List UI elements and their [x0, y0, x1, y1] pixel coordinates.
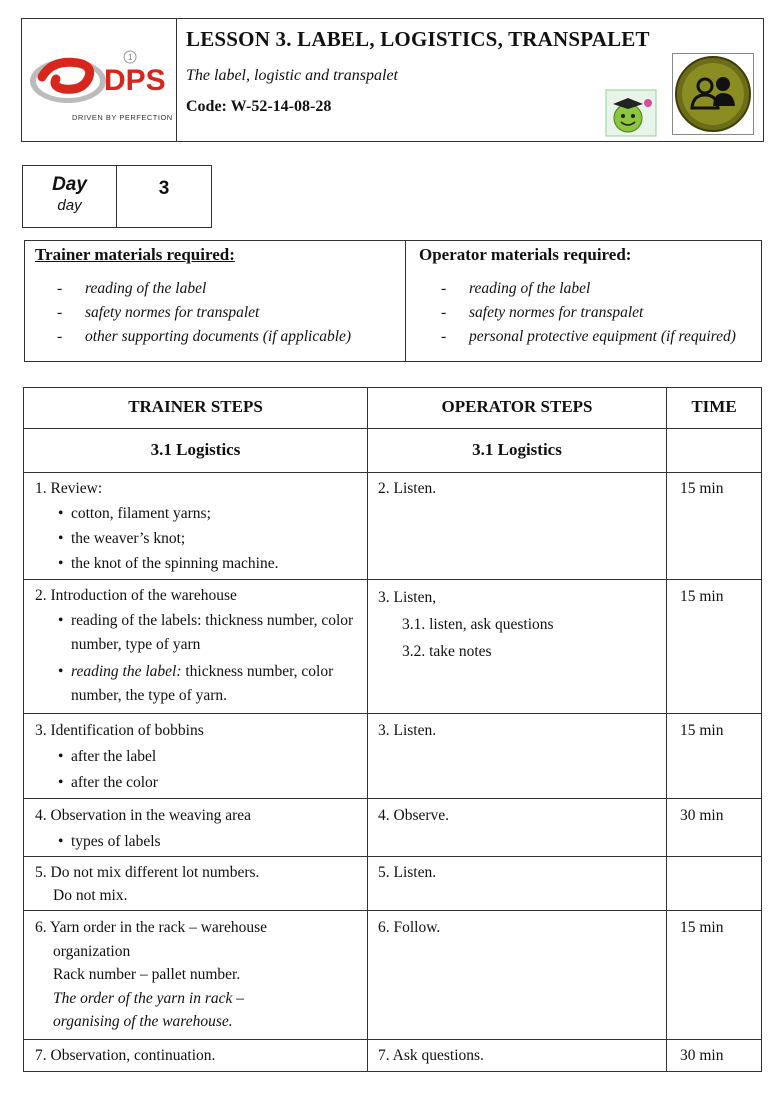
materials-box	[24, 240, 762, 362]
steps-table	[23, 387, 762, 1072]
step-title: 5. Do not mix different lot numbers.	[35, 864, 260, 881]
table-row-1-trainer	[35, 476, 360, 576]
lesson-title: LESSON 3. LABEL, LOGISTICS, TRANSPALET	[186, 27, 650, 51]
row-divider	[24, 910, 761, 911]
table-row-4-operator: 4. Observe.	[378, 807, 450, 824]
list-item	[24, 660, 360, 708]
table-row-6-trainer	[35, 916, 325, 1034]
section-trainer: 3.1 Logistics	[150, 440, 241, 459]
table-row-7-time: 30 min	[680, 1047, 724, 1064]
italic-rest: thickness number, color number, the type of yarn.	[71, 663, 334, 704]
day-label: Day	[52, 174, 87, 195]
table-row-4-time: 30 min	[680, 807, 724, 824]
day-sublabel: day	[57, 197, 82, 214]
row-divider	[24, 713, 761, 714]
table-row-1-operator: 2. Listen.	[378, 480, 437, 497]
column-divider	[666, 388, 667, 1071]
table-row-6-time: 15 min	[680, 919, 724, 936]
list-item: • the knot of the spinning machine.	[24, 551, 360, 576]
list-item: • after the label	[24, 744, 360, 770]
trainer-materials-heading: Trainer materials required:	[35, 245, 235, 264]
trainer-materials-list	[35, 277, 405, 349]
table-row-2-operator	[378, 584, 658, 665]
table-row-1-time: 15 min	[680, 480, 724, 497]
table-row-3-trainer	[35, 718, 360, 796]
list-item: - reading of the label	[35, 277, 405, 301]
table-row-2-time: 15 min	[680, 588, 724, 605]
header-time: TIME	[691, 397, 737, 416]
operator-materials-list	[419, 277, 764, 349]
header-operator-steps: OPERATOR STEPS	[441, 397, 593, 416]
header-trainer-steps: TRAINER STEPS	[128, 397, 263, 416]
step-title: 2. Introduction of the warehouse	[35, 587, 237, 604]
logo-text: DPS	[104, 64, 166, 97]
lesson-header	[21, 18, 764, 142]
graduate-smiley-icon	[605, 89, 657, 137]
list-item: - personal protective equipment (if required)	[419, 325, 764, 349]
row-divider	[24, 428, 761, 429]
step-title: 1. Review:	[35, 480, 103, 497]
table-row-5-trainer	[35, 861, 360, 907]
row-divider	[24, 856, 761, 857]
sub-step: 3.2. take notes	[402, 643, 492, 660]
list-item: - safety normes for transpalet	[419, 301, 764, 325]
step-title: 6. Yarn order in the rack – warehouse organization	[35, 919, 268, 960]
table-row-5-operator: 5. Listen.	[378, 864, 437, 881]
step-title: 3. Identification of bobbins	[35, 722, 204, 739]
dps-logo	[22, 19, 177, 141]
list-item: - reading of the label	[419, 277, 764, 301]
materials-divider	[405, 241, 406, 361]
step-title: 3. Listen,	[378, 589, 437, 606]
italic-lead: reading the label:	[71, 663, 182, 680]
list-item: • after the color	[24, 770, 360, 796]
sub-step: 3.1. listen, ask questions	[402, 616, 554, 633]
step-line: Do not mix.	[53, 887, 128, 904]
logo-sup: 1	[128, 53, 133, 62]
column-divider	[367, 388, 368, 1071]
section-operator: 3.1 Logistics	[472, 440, 562, 459]
step-title: 4. Observation in the weaving area	[35, 807, 252, 824]
step-line: Rack number – pallet number.	[53, 966, 241, 983]
row-divider	[24, 798, 761, 799]
day-value: 3	[158, 178, 170, 199]
operator-materials-heading: Operator materials required:	[419, 245, 632, 264]
logo-tagline: DRIVEN BY PERFECTION	[72, 113, 173, 122]
step-italic-line: The order of the yarn in rack – organising of the warehouse.	[53, 989, 244, 1030]
dps-logo-mark	[22, 19, 177, 141]
table-row-3-time: 15 min	[680, 722, 724, 739]
list-item: • the weaver’s knot;	[24, 526, 360, 551]
list-item: - other supporting documents (if applicable)	[35, 325, 405, 349]
lesson-code: Code: W-52-14-08-28	[186, 98, 332, 115]
day-label-cell	[23, 166, 117, 227]
row-divider	[24, 579, 761, 580]
group-users-icon	[672, 53, 754, 135]
list-item: • types of labels	[24, 829, 360, 855]
list-item: - safety normes for transpalet	[35, 301, 405, 325]
list-item: • cotton, filament yarns;	[24, 501, 360, 526]
table-row-6-operator: 6. Follow.	[378, 919, 441, 936]
list-item: • reading of the labels: thickness number, color number, type of yarn	[24, 609, 360, 657]
table-row-3-operator: 3. Listen.	[378, 722, 437, 739]
table-row-2-trainer	[35, 584, 360, 708]
lesson-subtitle: The label, logistic and transpalet	[186, 67, 398, 84]
day-box	[22, 165, 212, 228]
table-row-7-trainer: 7. Observation, continuation.	[35, 1047, 216, 1064]
row-divider	[24, 472, 761, 473]
table-row-4-trainer	[35, 803, 360, 855]
row-divider	[24, 1039, 761, 1040]
table-row-7-operator: 7. Ask questions.	[378, 1047, 484, 1064]
